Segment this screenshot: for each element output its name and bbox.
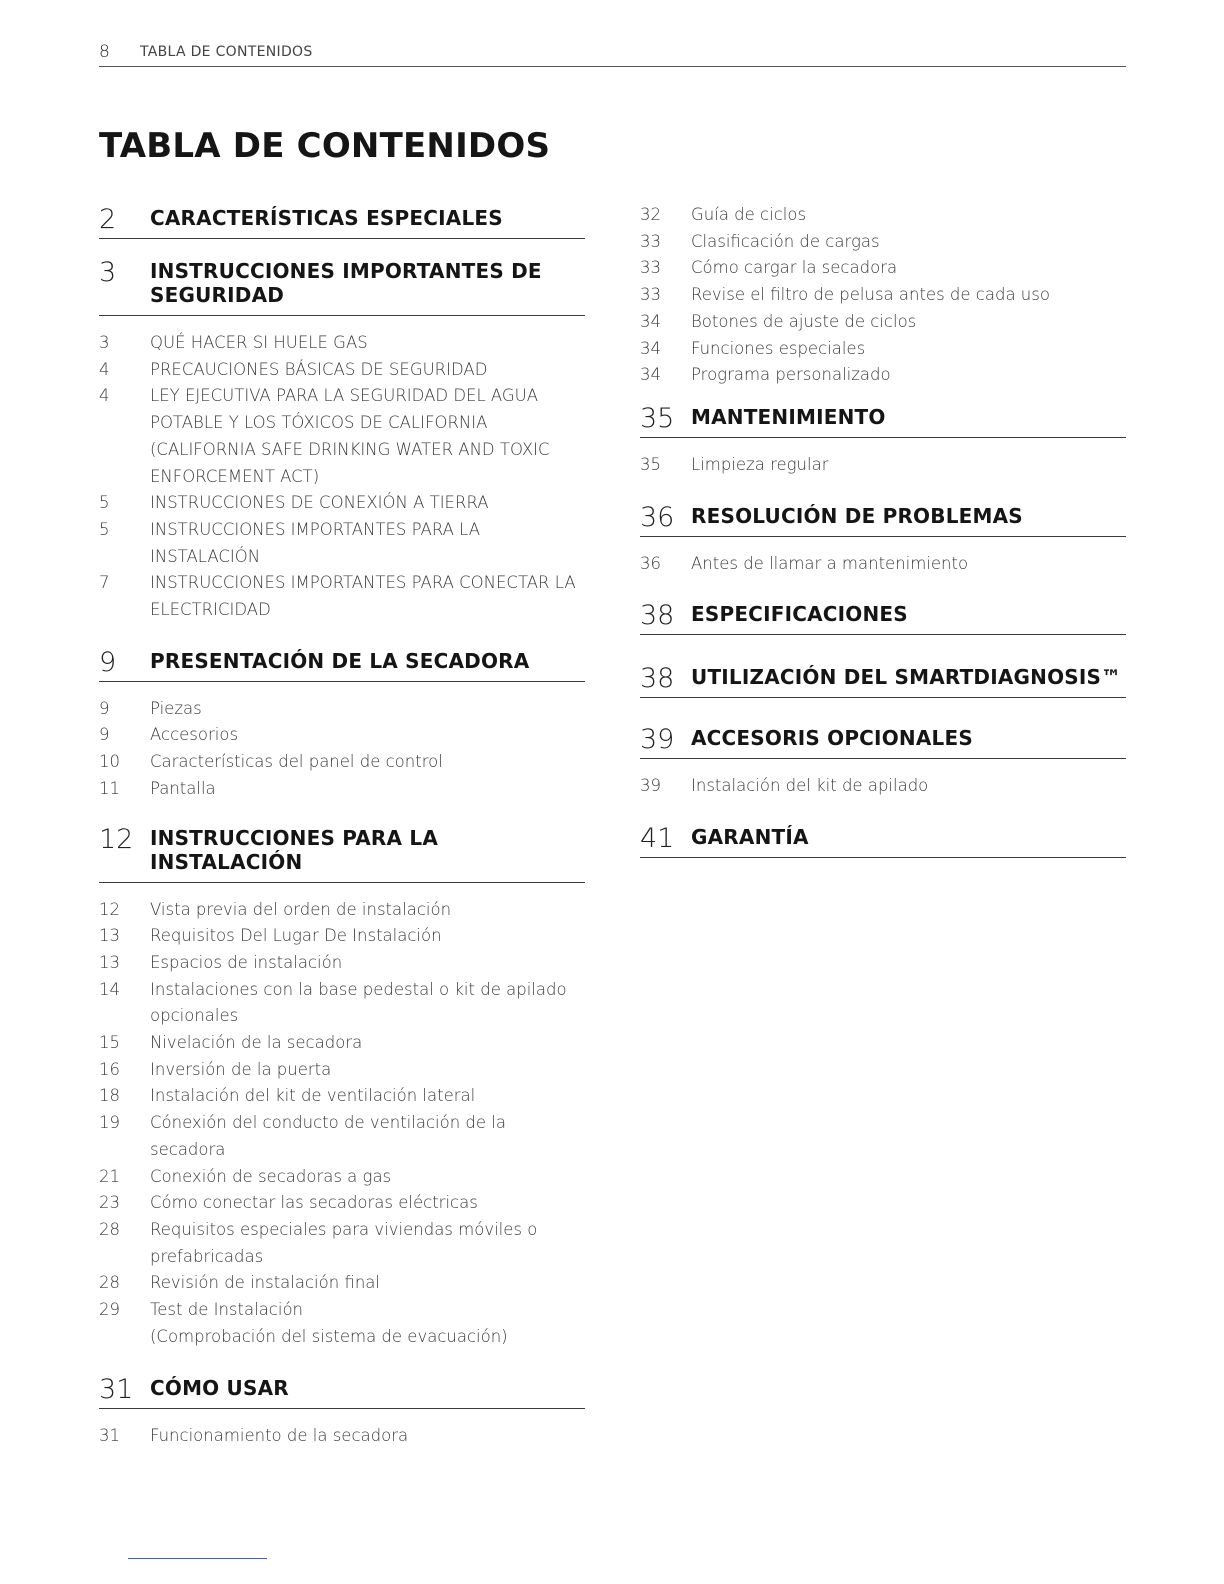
toc-section-number: 36	[640, 501, 675, 533]
toc-section	[99, 206, 585, 239]
toc-entry-page: 11	[99, 778, 120, 798]
toc-entry[interactable]	[640, 362, 1126, 389]
toc-entry[interactable]	[99, 490, 585, 517]
toc-entry-text: Espacios de instalación	[150, 952, 343, 972]
toc-section-heading[interactable]	[99, 823, 585, 883]
toc-section-number: 3	[99, 257, 117, 288]
toc-entry[interactable]	[640, 202, 1126, 229]
toc-entry[interactable]	[99, 1270, 585, 1297]
toc-entry-text: QUÉ HACER SI HUELE GAS	[150, 333, 368, 352]
toc-entry[interactable]	[640, 773, 1126, 800]
toc-entry-page: 19	[99, 1113, 120, 1133]
toc-entry-page: 3	[99, 333, 110, 352]
toc-entry[interactable]	[99, 357, 585, 384]
toc-entry-page: 33	[640, 231, 661, 251]
toc-entry-text: INSTRUCCIONES IMPORTANTES PARA CONECTAR LA ELECTRICIDAD	[150, 573, 576, 620]
toc-entry-page: 16	[99, 1059, 120, 1079]
toc-entry-list	[640, 773, 1126, 800]
toc-entry-text: LEY EJECUTIVA PARA LA SEGURIDAD DEL AGUA POTABLE Y LOS TÓXICOS DE CALIFORNIA (CALIFORNIA SAFE DRINKING WATER AND TOXIC ENFORCEMENT ACT)	[150, 386, 550, 486]
toc-entry-page: 39	[640, 776, 661, 796]
toc-entry[interactable]	[99, 570, 585, 623]
toc-entry[interactable]	[99, 1030, 585, 1057]
toc-section-title: PRESENTACIÓN DE LA SECADORA	[150, 648, 530, 673]
toc-entry-text: Características del panel de control	[150, 752, 443, 772]
toc-entry[interactable]	[99, 923, 585, 950]
toc-entry-page: 5	[99, 493, 110, 513]
toc-entry-text: INSTRUCCIONES IMPORTANTES PARA LA INSTALACIÓN	[150, 519, 481, 566]
page-number: 8	[99, 42, 110, 62]
toc-section-number: 12	[99, 823, 134, 855]
toc-section-heading[interactable]	[99, 646, 585, 682]
toc-entry[interactable]	[99, 517, 585, 570]
toc-entry-text: Conexión de secadoras a gas	[150, 1166, 392, 1186]
toc-entry-text: Clasificación de cargas	[691, 231, 880, 251]
toc-section-title: INSTRUCCIONES PARA LA INSTALACIÓN	[150, 825, 438, 874]
toc-entry-page: 28	[99, 1273, 120, 1293]
toc-entry-page: 33	[640, 258, 661, 278]
toc-section-title: UTILIZACIÓN DEL SMARTDIAGNOSIS™	[691, 665, 1122, 690]
running-title: TABLA DE CONTENIDOS	[140, 44, 313, 60]
footer-rule	[128, 1558, 267, 1559]
toc-entry-page: 35	[640, 454, 661, 474]
toc-entry-text: PRECAUCIONES BÁSICAS DE SEGURIDAD	[150, 359, 488, 379]
toc-section-number: 31	[99, 1373, 134, 1405]
toc-entry-text: Requisitos especiales para viviendas móviles o prefabricadas	[150, 1219, 538, 1266]
toc-section-heading[interactable]	[99, 206, 585, 239]
toc-entry-text: Funcionamiento de la secadora	[150, 1425, 409, 1445]
toc-entry-page: 34	[640, 365, 661, 385]
toc-entry-page: 9	[99, 698, 110, 718]
toc-entry[interactable]	[99, 1164, 585, 1191]
toc-entry-list	[99, 696, 585, 803]
toc-entry-page: 13	[99, 926, 120, 946]
toc-section	[640, 602, 1126, 635]
toc-section	[99, 1373, 585, 1450]
toc-section-heading[interactable]	[640, 501, 1126, 537]
toc-entry[interactable]	[640, 229, 1126, 256]
toc-entry[interactable]	[99, 722, 585, 749]
toc-entry-text: Nivelación de la secadora	[150, 1033, 363, 1053]
toc-entry[interactable]	[99, 1057, 585, 1084]
toc-section-number: 38	[640, 600, 675, 632]
toc-section-heading[interactable]	[640, 726, 1126, 759]
toc-section	[640, 825, 1126, 858]
toc-entry-text: Cómo cargar la secadora	[691, 258, 898, 278]
toc-entry-page: 34	[640, 338, 661, 358]
toc-entry[interactable]	[640, 309, 1126, 336]
toc-entry-page: 4	[99, 386, 110, 406]
toc-entry[interactable]	[99, 897, 585, 924]
toc-entry-page: 9	[99, 725, 110, 745]
toc-section-heading[interactable]	[99, 1373, 585, 1409]
toc-entry-text: INSTRUCCIONES DE CONEXIÓN A TIERRA	[150, 493, 489, 513]
toc-section-heading[interactable]	[640, 402, 1126, 438]
toc-section-heading[interactable]	[640, 602, 1126, 635]
toc-entry[interactable]	[640, 255, 1126, 282]
toc-entry[interactable]	[99, 1217, 585, 1270]
toc-entry[interactable]	[640, 452, 1126, 479]
toc-entry-list	[640, 551, 1126, 578]
toc-entry-text: Botones de ajuste de ciclos	[691, 311, 917, 331]
toc-entry-page: 28	[99, 1219, 120, 1239]
toc-section	[99, 646, 585, 803]
toc-section-title: GARANTÍA	[691, 825, 809, 850]
toc-entry-text: Piezas	[150, 698, 202, 718]
toc-entry-text: Test de Instalación (Comprobación del sistema de evacuación)	[150, 1300, 508, 1346]
toc-entry-text: Limpieza regular	[691, 454, 829, 474]
toc-entry[interactable]	[99, 383, 585, 490]
toc-section-number: 38	[640, 663, 675, 695]
toc-entry[interactable]	[640, 336, 1126, 363]
toc-section-heading[interactable]	[640, 665, 1126, 698]
toc-section-number: 41	[640, 823, 675, 855]
toc-entry[interactable]	[99, 1110, 585, 1163]
toc-section	[640, 402, 1126, 479]
toc-entry[interactable]	[99, 696, 585, 723]
toc-entry[interactable]	[99, 1297, 585, 1350]
toc-entry-page: 32	[640, 205, 661, 224]
toc-entry-text: Pantalla	[150, 778, 216, 798]
toc-entry-page: 15	[99, 1033, 120, 1053]
toc-entry[interactable]	[99, 977, 585, 1030]
toc-entry[interactable]	[640, 282, 1126, 309]
toc-section-heading[interactable]	[640, 825, 1126, 858]
toc-entry-text: Programa personalizado	[691, 365, 891, 385]
toc-entry-text: Funciones especiales	[691, 338, 866, 358]
toc-section	[99, 259, 585, 624]
toc-section	[640, 726, 1126, 800]
toc-entry-list	[99, 1423, 585, 1450]
page-title: TABLA DE CONTENIDOS	[99, 126, 551, 166]
toc-section	[99, 823, 585, 1351]
toc-entry-text: Accesorios	[150, 725, 239, 745]
toc-section-title: CÓMO USAR	[150, 1375, 289, 1400]
toc-entry-page: 21	[99, 1166, 120, 1186]
toc-section-number: 35	[640, 402, 675, 434]
toc-entry-text: Instalaciones con la base pedestal o kit de apilado opcionales	[150, 979, 567, 1026]
toc-section-title: CARACTERÍSTICAS ESPECIALES	[150, 206, 503, 230]
toc-section-heading[interactable]	[99, 259, 585, 316]
toc-entry-text: Instalación del kit de apilado	[691, 776, 929, 796]
toc-section-number: 2	[99, 204, 117, 235]
toc-entry-text: Cónexión del conducto de ventilación de la secadora	[150, 1113, 506, 1159]
toc-section-title: INSTRUCCIONES IMPORTANTES DE SEGURIDAD	[150, 259, 542, 307]
toc-entry-text: Antes de llamar a mantenimiento	[691, 553, 969, 573]
toc-entry-page: 36	[640, 553, 661, 573]
toc-entry[interactable]	[99, 1190, 585, 1217]
toc-entry-text: Inversión de la puerta	[150, 1059, 332, 1079]
toc-left-column	[99, 206, 585, 1449]
toc-section-title: ACCESORIS OPCIONALES	[691, 726, 973, 751]
toc-entry-page: 23	[99, 1193, 120, 1213]
toc-section-title: RESOLUCIÓN DE PROBLEMAS	[691, 503, 1023, 528]
toc-entry[interactable]	[99, 749, 585, 776]
toc-entry-page: 4	[99, 359, 110, 379]
toc-entry-text: Revise el filtro de pelusa antes de cada uso	[691, 285, 1050, 305]
toc-entry-page: 12	[99, 899, 120, 919]
toc-entry-page: 14	[99, 979, 120, 999]
toc-entry-list	[99, 897, 585, 1351]
toc-entry-list	[99, 330, 585, 624]
toc-entry[interactable]	[99, 950, 585, 977]
toc-entry[interactable]	[640, 551, 1126, 578]
toc-entry-text: Cómo conectar las secadoras eléctricas	[150, 1193, 478, 1213]
toc-entry-text: Vista previa del orden de instalación	[150, 899, 452, 919]
toc-section-number: 9	[99, 646, 117, 678]
toc-entry-page: 31	[99, 1425, 120, 1445]
toc-entry-text: Revisión de instalación final	[150, 1273, 380, 1293]
toc-entry[interactable]	[99, 330, 585, 357]
toc-entry-page: 10	[99, 752, 120, 772]
toc-entry[interactable]	[99, 1083, 585, 1110]
toc-right-column	[640, 202, 1126, 858]
toc-entry-page: 34	[640, 311, 661, 331]
running-header	[99, 40, 1126, 67]
toc-section	[640, 665, 1126, 698]
toc-entry[interactable]	[99, 1423, 585, 1450]
toc-entry-list	[640, 452, 1126, 479]
toc-entry-page: 29	[99, 1300, 120, 1320]
toc-entry-page: 7	[99, 573, 110, 593]
toc-entry[interactable]	[99, 776, 585, 803]
toc-entry-text: Instalación del kit de ventilación lateral	[150, 1086, 476, 1106]
toc-entry-page: 13	[99, 952, 120, 972]
toc-entry-page: 5	[99, 519, 110, 539]
toc-continued-entries	[640, 202, 1126, 389]
toc-entry-page: 33	[640, 285, 661, 305]
toc-section-number: 39	[640, 724, 675, 756]
toc-section	[640, 501, 1126, 578]
toc-section-title: MANTENIMIENTO	[691, 404, 886, 429]
toc-section-title: ESPECIFICACIONES	[691, 602, 908, 627]
toc-entry-page: 18	[99, 1086, 120, 1106]
toc-entry-text: Guía de ciclos	[691, 205, 807, 224]
toc-entry-text: Requisitos Del Lugar De Instalación	[150, 926, 442, 946]
